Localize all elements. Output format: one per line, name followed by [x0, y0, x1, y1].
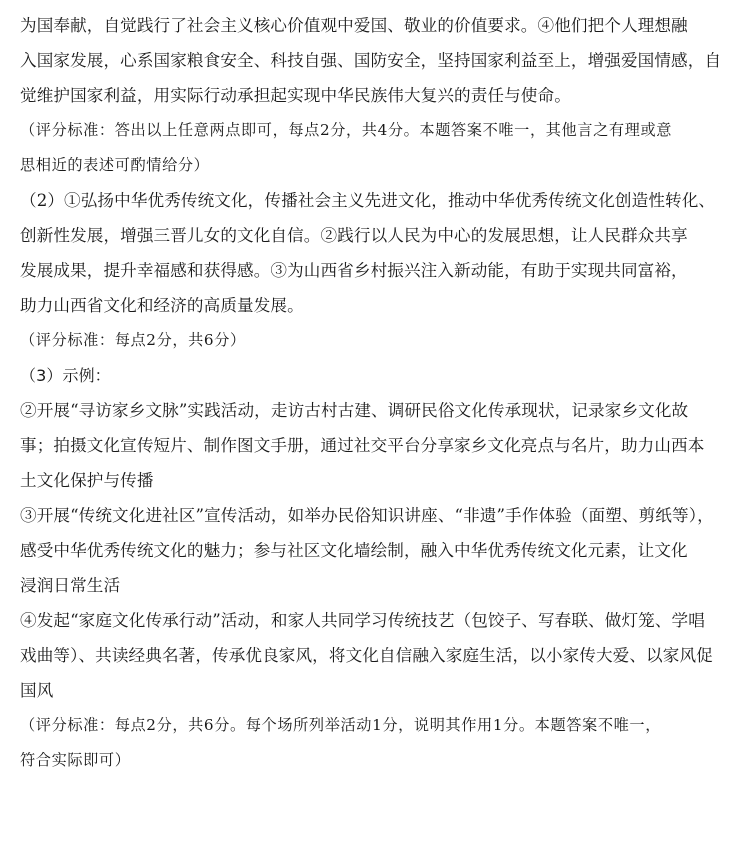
scoring-note-3-line-1: （评分标准：每点2分，共6分。每个场所列举活动1分，说明其作用1分。本题答案不唯一，	[20, 716, 661, 734]
example-2-line-2: 事；拍摄文化宣传短片、制作图文手册，通过社交平台分享家乡文化亮点与名片，助力山西本	[20, 436, 705, 455]
example-4-line-1: ④发起“家庭文化传承行动”活动，和家人共同学习传统技艺（包饺子、写春联、做灯笼、学唱	[20, 611, 705, 630]
answer-2-line-1: （2）①弘扬中华优秀传统文化，传播社会主义先进文化，推动中华优秀传统文化创造性转化、	[20, 191, 716, 210]
scoring-note-1-line-2: 思相近的表述可酌情给分）	[20, 156, 210, 174]
scoring-note-3-line-2: 符合实际即可）	[20, 751, 131, 769]
answer-3-heading: （3）示例：	[20, 366, 111, 385]
example-2-line-3: 土文化保护与传播	[20, 471, 154, 490]
text-line-1: 为国奉献，自觉践行了社会主义核心价值观中爱国、敬业的价值要求。④他们把个人理想融	[20, 16, 688, 35]
answer-2-line-3: 发展成果，提升幸福感和获得感。③为山西省乡村振兴注入新动能，有助于实现共同富裕，	[20, 261, 688, 280]
example-3-line-1: ③开展“传统文化进社区”宣传活动，如举办民俗知识讲座、“非遗”手作体验（面塑、剪纸等），	[20, 506, 714, 525]
example-3-line-3: 浸润日常生活	[20, 576, 121, 595]
example-4-line-3: 国风	[20, 681, 54, 700]
example-3-line-2: 感受中华优秀传统文化的魅力；参与社区文化墙绘制，融入中华优秀传统文化元素，让文化	[20, 541, 688, 560]
text-line-3: 觉维护国家利益，用实际行动承担起实现中华民族伟大复兴的责任与使命。	[20, 86, 571, 105]
scoring-note-1-line-1: （评分标准：答出以上任意两点即可，每点2分，共4分。本题答案不唯一，其他言之有理或意	[20, 121, 673, 139]
answer-2-line-2: 创新性发展，增强三晋儿女的文化自信。②践行以人民为中心的发展思想，让人民群众共享	[20, 226, 688, 245]
example-4-line-2: 戏曲等）、共读经典名著，传承优良家风，将文化自信融入家庭生活，以小家传大爱、以家风促	[20, 646, 713, 665]
scoring-note-2: （评分标准：每点2分，共6分）	[20, 331, 246, 349]
answer-2-line-4: 助力山西省文化和经济的高质量发展。	[20, 296, 304, 315]
answer-document	[20, 8, 722, 778]
text-line-2: 入国家发展，心系国家粮食安全、科技自强、国防安全，坚持国家利益至上，增强爱国情感，自	[20, 51, 722, 70]
example-2-line-1: ②开展“寻访家乡文脉”实践活动，走访古村古建、调研民俗文化传承现状，记录家乡文化故	[20, 401, 689, 420]
